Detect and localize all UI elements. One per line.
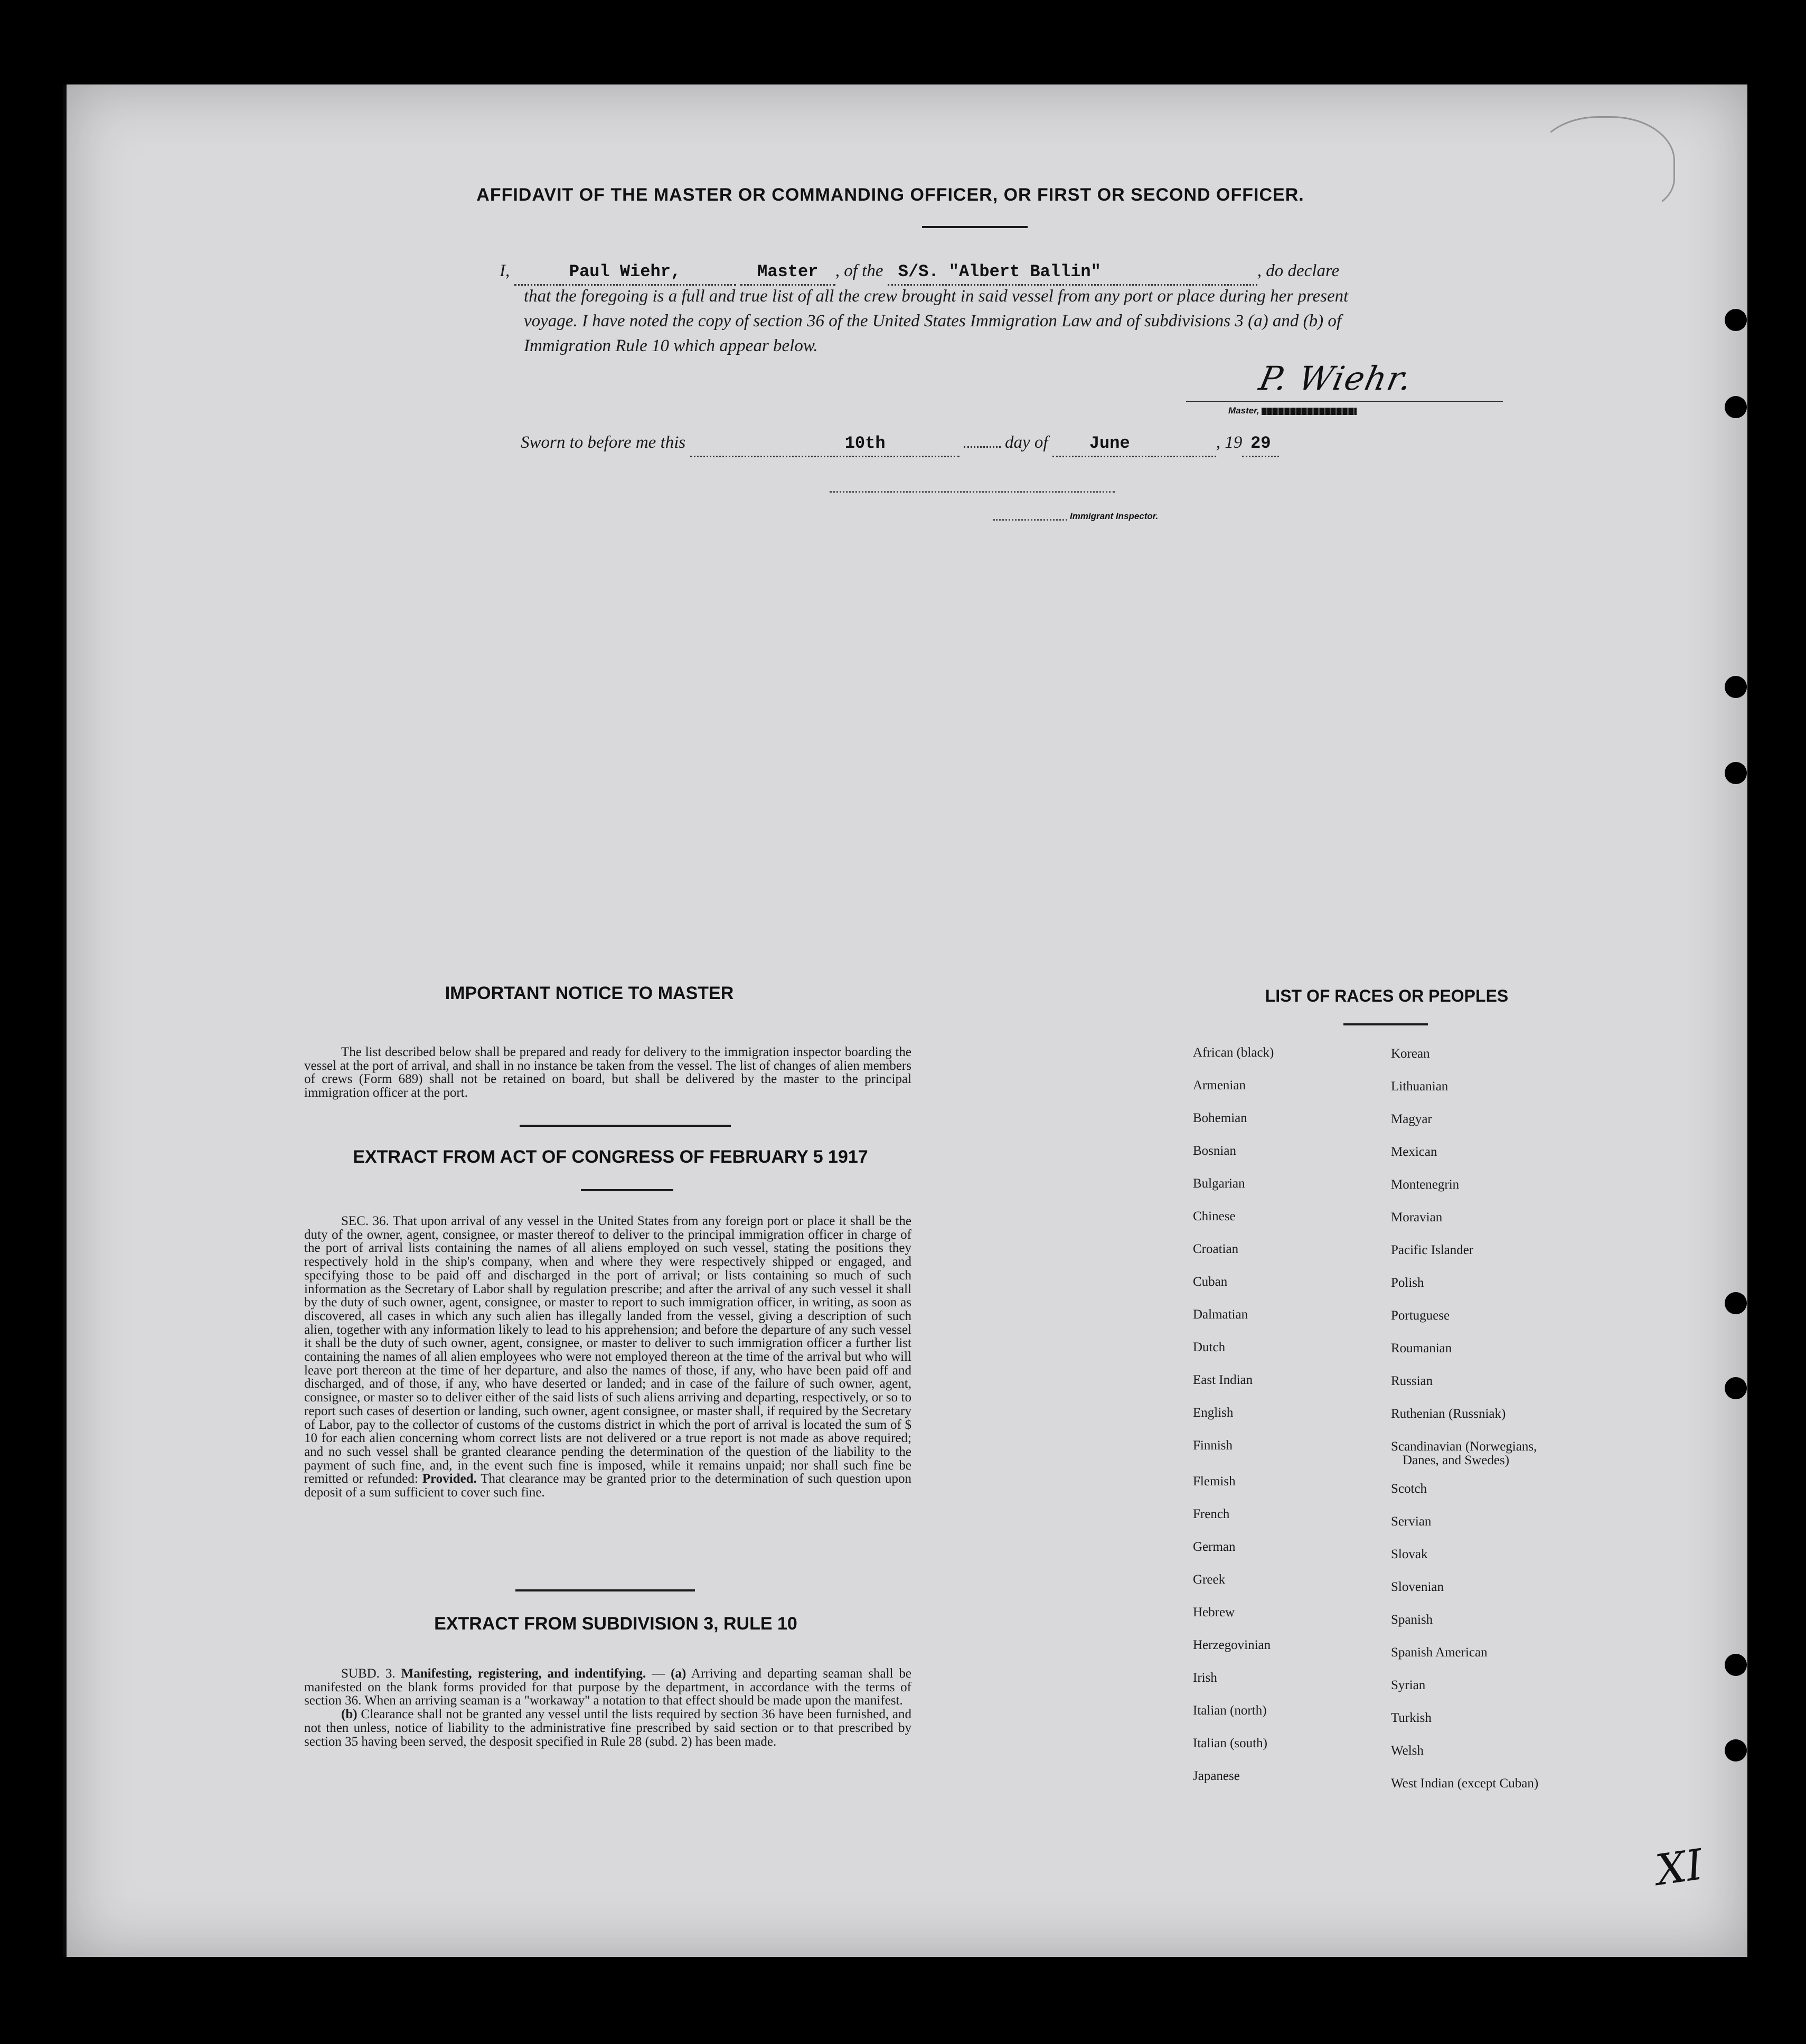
notice-text: The list described below shall be prepared and ready for delivery to the immigration inspector boarding the vessel at the port of arrival, and shall in no instance be taken from the vessel. The list of changes of alien members of crews (Form 689) shall not be retained on board, but shall be delivered by the master to the principal immigration officer at the port. bbox=[304, 1045, 911, 1100]
race-item: Armenian bbox=[1193, 1078, 1246, 1092]
race-item: Dalmatian bbox=[1193, 1307, 1248, 1322]
affidavit-line-4: Immigration Rule 10 which appear below. bbox=[524, 336, 818, 355]
race-item: Magyar bbox=[1391, 1112, 1432, 1126]
race-item: Lithuanian bbox=[1391, 1079, 1448, 1094]
rule-text: SUBD. 3. Manifesting, registering, and indentifying. — (a) Arriving and departing seaman shall be manifested on the blank forms provided for that purpose by the department, in accordance with the terms of section 36. When an arriving seaman is a "workaway" a notation to that effect should be made upon the manifest. (b) Clearance shall not be granted any vessel until the lists required by section 36 have been furnished, and not then unless, notice of liability to the administrative fine prescribed by said section or to that prescribed by section 35 having been served, the desposit specified in Rule 28 (subd. 2) has been made. bbox=[304, 1666, 912, 1749]
inspector-dotted-line-2 bbox=[993, 519, 1067, 521]
race-item: Polish bbox=[1391, 1276, 1424, 1290]
day-of-label: day of bbox=[1005, 433, 1048, 452]
race-item: Greek bbox=[1193, 1572, 1226, 1587]
race-item: Hebrew bbox=[1193, 1605, 1235, 1619]
race-item: Russian bbox=[1391, 1374, 1433, 1388]
race-item: Portuguese bbox=[1391, 1308, 1450, 1323]
affidavit-title: AFFIDAVIT OF THE MASTER OR COMMANDING OFFICER, OR FIRST OR SECOND OFFICER. bbox=[476, 185, 1304, 205]
punch-hole bbox=[1725, 1377, 1747, 1399]
act-title: EXTRACT FROM ACT OF CONGRESS OF FEBRUARY 5 1917 bbox=[353, 1147, 868, 1167]
race-item: Turkish bbox=[1391, 1711, 1432, 1725]
race-item: Slovak bbox=[1391, 1547, 1428, 1561]
race-item: German bbox=[1193, 1540, 1236, 1554]
document-page bbox=[63, 84, 1747, 1957]
race-item: French bbox=[1193, 1507, 1230, 1521]
race-item: Irish bbox=[1193, 1671, 1217, 1685]
race-item: Danes, and Swedes) bbox=[1403, 1453, 1510, 1467]
races-title: LIST OF RACES OR PEOPLES bbox=[1265, 986, 1509, 1005]
sworn-day: 10th bbox=[690, 431, 960, 457]
affidavit-line-1 bbox=[500, 259, 1503, 286]
race-item: Spanish American bbox=[1391, 1645, 1488, 1660]
act-end-divider bbox=[515, 1589, 695, 1591]
year-prefix: , 19 bbox=[1216, 433, 1243, 452]
race-item: Dutch bbox=[1193, 1340, 1226, 1354]
punch-hole bbox=[1725, 1292, 1747, 1314]
race-item: Japanese bbox=[1193, 1769, 1240, 1783]
race-item: Italian (north) bbox=[1193, 1703, 1267, 1718]
races-divider bbox=[1343, 1023, 1428, 1025]
struck-title bbox=[1262, 408, 1357, 415]
act-text: SEC. 36. That upon arrival of any vessel in the United States from any foreign port or place it shall be the duty of the owner, agent, consignee, or master thereof to deliver to the principal immigration officer in charge of the port of arrival lists containing the names of all aliens employed on such vessel, stating the positions they respectively hold in the ship's company, when and where they were respectively shipped or engaged, and specifying those to be paid off and discharged in the port of arrival; or lists containing so much of such information as the Secretary of Labor shall by regulation prescribe; and after the arrival of any such vessel it shall by the duty of such owner, agent, consignee, or master to report to such immigration officer, in writing, as soon as discovered, all cases in which any such alien has illegally landed from the vessel, giving a description of such alien, together with any information likely to lead to his apprehension; and before the departure of any such vessel it shall be the duty of such owner, agent, consignee, or master to deliver to such immigration officer a further list containing the names of all alien employees who were not employed thereon at the time of the arrival but who will leave port thereon at the time of her departure, and also the names of those, if any, who have been paid off and discharged, and of those, if any, who have deserted or landed; and in case of the failure of such owner, agent, consignee, or master so to deliver either of the said lists of such aliens arriving and departing, respectively, or so to report such cases of desertion or landing, such owner, agent consignee, or master shall, if required by the Secretary of Labor, pay to the collector of customs of the customs district in which the port of arrival is located the sum of $ 10 for each alien concerning whom correct lists are not delivered or a true report is not made as above required; and no such vessel shall be granted clearance pending the determination of the question of the liability to the payment of such fine, and, in the event such fine is imposed, while it remains unpaid; nor shall such fine be remitted or refunded: Provided. That clearance may be granted prior to the determination of such question upon deposit of a sum sufficient to cover such fine. bbox=[304, 1214, 911, 1500]
inspector-caption: Immigrant Inspector. bbox=[1070, 511, 1159, 521]
race-item: Mexican bbox=[1391, 1145, 1437, 1159]
race-item: African (black) bbox=[1193, 1045, 1274, 1060]
race-item: Bosnian bbox=[1193, 1144, 1236, 1158]
title-divider bbox=[922, 226, 1028, 228]
race-item: Spanish bbox=[1391, 1613, 1433, 1627]
master-rank: Master bbox=[740, 259, 835, 286]
race-item: Pacific Islander bbox=[1391, 1243, 1474, 1257]
race-item: Italian (south) bbox=[1193, 1736, 1267, 1750]
rule-title: EXTRACT FROM SUBDIVISION 3, RULE 10 bbox=[434, 1614, 797, 1634]
punch-hole bbox=[1725, 1739, 1747, 1762]
race-item: Scotch bbox=[1391, 1482, 1427, 1496]
notice-title: IMPORTANT NOTICE TO MASTER bbox=[445, 983, 734, 1003]
race-item: Chinese bbox=[1193, 1209, 1236, 1223]
sworn-year: 29 bbox=[1242, 431, 1279, 457]
sworn-line bbox=[521, 430, 1418, 457]
punch-hole bbox=[1725, 309, 1747, 331]
notice-divider bbox=[520, 1125, 731, 1127]
top-right-mark bbox=[1535, 116, 1675, 214]
affidavit-line-3: voyage. I have noted the copy of section 36 of the United States Immigration Law and of subdivisions 3 (a) and (b) of bbox=[524, 312, 1342, 331]
race-item: English bbox=[1193, 1406, 1234, 1420]
race-item: Herzegovinian bbox=[1193, 1638, 1271, 1652]
signature-line bbox=[1186, 401, 1503, 402]
master-signature: P. Wiehr. bbox=[1256, 359, 1416, 398]
affidavit-line-2: that the foregoing is a full and true list of all the crew brought in said vessel from any port or place during her present bbox=[524, 287, 1349, 306]
race-item: Finnish bbox=[1193, 1438, 1233, 1453]
punch-hole bbox=[1725, 1654, 1747, 1676]
race-item: Moravian bbox=[1391, 1210, 1443, 1224]
master-name: Paul Wiehr, bbox=[514, 259, 736, 286]
race-item: Croatian bbox=[1193, 1242, 1239, 1256]
race-item: Montenegrin bbox=[1391, 1178, 1460, 1192]
sworn-month: June bbox=[1052, 431, 1216, 457]
inspector-dotted-line bbox=[830, 491, 1115, 493]
declare-label: , do declare bbox=[1257, 261, 1340, 280]
vessel-name: S/S. "Albert Ballin" bbox=[888, 259, 1257, 286]
race-item: Welsh bbox=[1391, 1744, 1424, 1758]
race-item: West Indian (except Cuban) bbox=[1391, 1776, 1539, 1791]
signature-caption: Master, bbox=[1228, 406, 1357, 416]
race-item: Korean bbox=[1391, 1047, 1430, 1061]
race-item: Flemish bbox=[1193, 1474, 1236, 1489]
race-item: Roumanian bbox=[1391, 1341, 1452, 1355]
sworn-prefix: Sworn to before me this bbox=[521, 433, 686, 452]
race-item: Cuban bbox=[1193, 1275, 1228, 1289]
punch-hole bbox=[1725, 676, 1747, 698]
punch-hole bbox=[1725, 762, 1747, 784]
race-item: Bulgarian bbox=[1193, 1176, 1245, 1191]
race-item: Slovenian bbox=[1391, 1580, 1444, 1594]
race-item: Bohemian bbox=[1193, 1111, 1247, 1125]
punch-hole bbox=[1725, 396, 1747, 418]
corner-mark: XI bbox=[1652, 1840, 1706, 1895]
race-item: Ruthenian (Russniak) bbox=[1391, 1407, 1506, 1421]
race-item: Scandinavian (Norwegians, bbox=[1391, 1439, 1537, 1454]
pronoun: I, bbox=[500, 261, 510, 280]
race-item: Servian bbox=[1391, 1514, 1432, 1529]
act-divider bbox=[581, 1189, 673, 1191]
race-item: Syrian bbox=[1391, 1678, 1426, 1692]
of-the-label: , of the bbox=[835, 261, 883, 280]
race-item: East Indian bbox=[1193, 1373, 1253, 1387]
